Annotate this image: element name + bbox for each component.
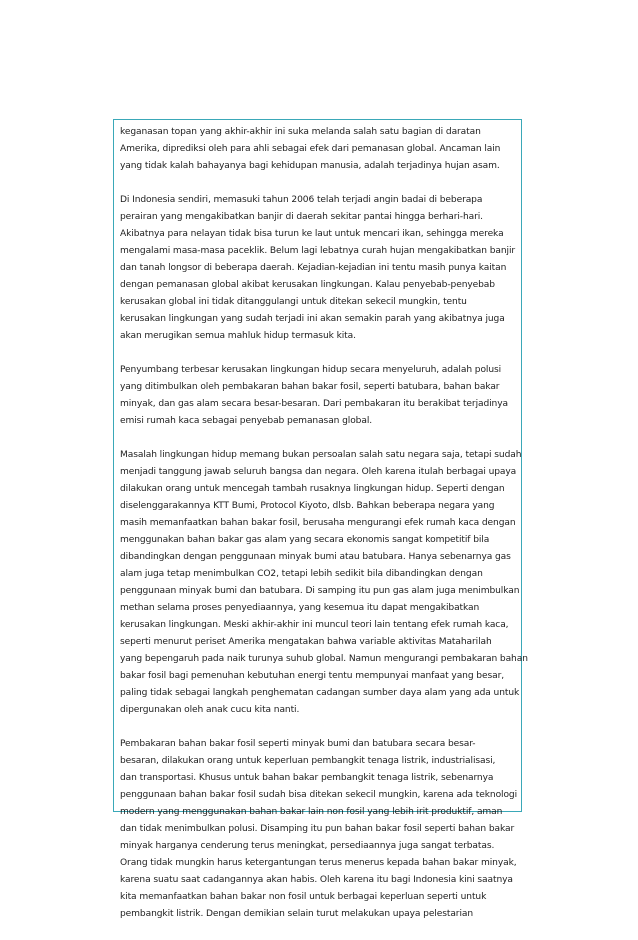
text-line: menggunakan bahan bakar gas alam yang secara ekonomis sangat kompetitif bila <box>120 535 490 545</box>
paragraph <box>120 736 518 923</box>
text-line: mengalami masa-masa paceklik. Belum lagi lebatnya curah hujan mengakibatkan banjir <box>120 246 516 256</box>
text-line: dan transportasi. Khusus untuk bahan bakar pembangkit tenaga listrik, sebenarnya <box>120 773 494 783</box>
text-line: minyak, dan gas alam secara besar-besaran. Dari pembakaran itu berakibat terjadinya <box>120 399 508 409</box>
text-line: dipergunakan oleh anak cucu kita nanti. <box>120 705 300 715</box>
text-line: Masalah lingkungan hidup memang bukan persoalan salah satu negara saja, tetapi sudah <box>120 450 522 460</box>
text-line: yang bepengaruh pada naik turunya suhub global. Namun mengurangi pembakaran bahan <box>120 654 528 664</box>
text-line: modern yang menggunakan bahan bakar lain non fosil yang lebih irit produktif, aman <box>120 807 503 817</box>
text-line: masih memanfaatkan bahan bakar fosil, berusaha mengurangi efek rumah kaca dengan <box>120 518 516 528</box>
text-line: dan tidak menimbulkan polusi. Disamping itu pun bahan bakar fosil seperti bahan bakar <box>120 824 515 834</box>
text-line: Pembakaran bahan bakar fosil seperti minyak bumi dan batubara secara besar- <box>120 739 476 749</box>
text-line: akan merugikan semua mahluk hidup termasuk kita. <box>120 331 356 341</box>
text-line: Penyumbang terbesar kerusakan lingkungan hidup secara menyeluruh, adalah polusi <box>120 365 502 375</box>
paragraph <box>120 447 528 719</box>
text-line: menjadi tanggung jawab seluruh bangsa dan negara. Oleh karena itulah berbagai upaya <box>120 467 517 477</box>
text-line: dengan pemanasan global akibat kerusakan lingkungan. Kalau penyebab-penyebab <box>120 280 495 290</box>
paragraph <box>120 362 518 430</box>
text-line: penggunaan minyak bumi dan batubara. Di samping itu pun gas alam juga menimbulkan <box>120 586 520 596</box>
text-line: kerusakan lingkungan yang sudah terjadi ini akan semakin parah yang akibatnya juga <box>120 314 505 324</box>
text-line: dan tanah longsor di beberapa daerah. Kejadian-kejadian ini tentu masih punya kaitan <box>120 263 507 273</box>
text-line: diselenggarakannya KTT Bumi, Protocol Kiyoto, dlsb. Bahkan beberapa negara yang <box>120 501 495 511</box>
text-line: keganasan topan yang akhir-akhir ini suka melanda salah satu bagian di daratan <box>120 127 481 137</box>
text-line: methan selama proses penyediaannya, yang kesemua itu dapat mengakibatkan <box>120 603 480 613</box>
text-line: Di Indonesia sendiri, memasuki tahun 2006 telah terjadi angin badai di beberapa <box>120 195 483 205</box>
text-line: dilakukan orang untuk mencegah tambah rusaknya lingkungan hidup. Seperti dengan <box>120 484 505 494</box>
text-line: dibandingkan dengan penggunaan minyak bumi atau batubara. Hanya sebenarnya gas <box>120 552 511 562</box>
document-body <box>120 124 528 940</box>
text-line: kita memanfaatkan bahan bakar non fosil untuk berbagai keperluan seperti untuk <box>120 892 487 902</box>
text-line: yang ditimbulkan oleh pembakaran bahan bakar fosil, seperti batubara, bahan bakar <box>120 382 500 392</box>
document-page <box>113 119 528 919</box>
text-line: Akibatnya para nelayan tidak bisa turun ke laut untuk mencari ikan, sehingga mereka <box>120 229 504 239</box>
text-line: bakar fosil bagi pemenuhan kebutuhan energi tentu mempunyai manfaat yang besar, <box>120 671 504 681</box>
text-line: Amerika, diprediksi oleh para ahli sebagai efek dari pemanasan global. Ancaman lain <box>120 144 501 154</box>
text-line: alam juga tetap menimbulkan CO2, tetapi lebih sedikit bila dibandingkan dengan <box>120 569 483 579</box>
text-line: emisi rumah kaca sebagai penyebab pemanasan global. <box>120 416 373 426</box>
text-line: minyak harganya cenderung terus meningkat, persediaannya juga sangat terbatas. <box>120 841 495 851</box>
text-line: karena suatu saat cadangannya akan habis. Oleh karena itu bagi Indonesia kini saatnya <box>120 875 513 885</box>
text-line: seperti menurut periset Amerika mengatakan bahwa variable aktivitas Mataharilah <box>120 637 492 647</box>
text-line: pembangkit listrik. Dengan demikian selain turut melakukan upaya pelestarian <box>120 909 474 919</box>
text-line: perairan yang mengakibatkan banjir di daerah sekitar pantai hingga berhari-hari. <box>120 212 483 222</box>
text-line: penggunaan bahan bakar fosil sudah bisa ditekan sekecil mungkin, karena ada teknologi <box>120 790 518 800</box>
text-line: Orang tidak mungkin harus ketergantungan terus menerus kepada bahan bakar minyak, <box>120 858 517 868</box>
paragraph <box>120 124 518 175</box>
text-line: yang tidak kalah bahayanya bagi kehidupan manusia, adalah terjadinya hujan asam. <box>120 161 500 171</box>
text-line: kerusakan global ini tidak ditanggulangi untuk ditekan sekecil mungkin, tentu <box>120 297 467 307</box>
text-line: paling tidak sebagai langkah penghematan cadangan sumber daya alam yang ada untuk <box>120 688 520 698</box>
paragraph <box>120 192 518 345</box>
text-line: besaran, dilakukan orang untuk keperluan pembangkit tenaga listrik, industrialisasi, <box>120 756 496 766</box>
text-line: kerusakan lingkungan. Meski akhir-akhir ini muncul teori lain tentang efek rumah kaca, <box>120 620 509 630</box>
